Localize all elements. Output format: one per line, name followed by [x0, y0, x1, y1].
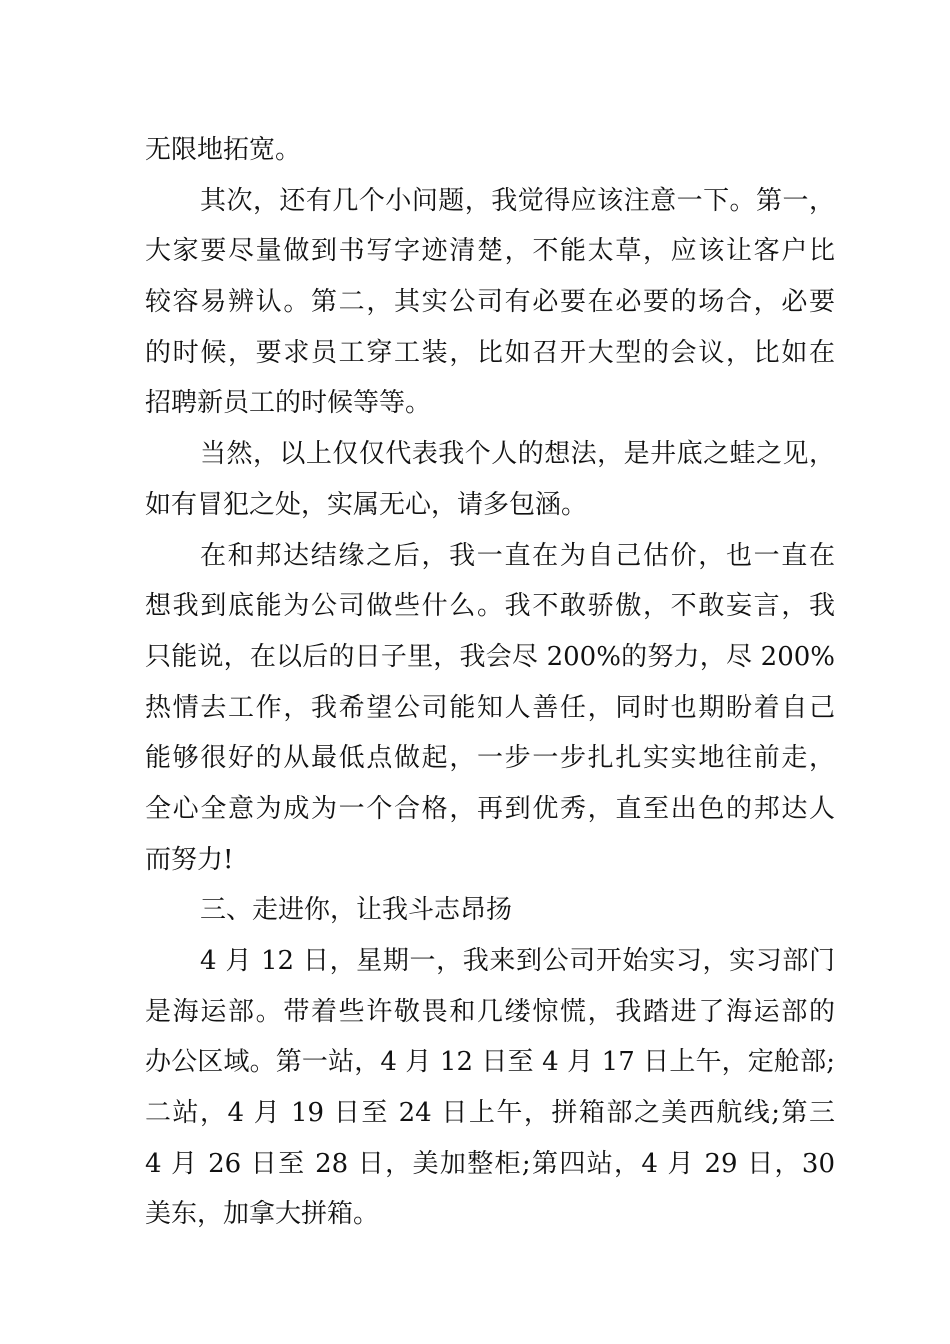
text-line: 二站，4 月 19 日至 24 日上午，拼箱部之美西航线;第三 [145, 1098, 835, 1129]
body-text [145, 125, 835, 1240]
text-line: 4 月 12 日，星期一，我来到公司开始实习，实习部门 [200, 946, 835, 976]
text-line: 美东，加拿大拼箱。 [145, 1199, 380, 1230]
text-line: 能够很好的从最低点做起，一步一步扎扎实实地往前走， [145, 743, 835, 774]
text-line: 想我到底能为公司做些什么。我不敢骄傲，不敢妄言，我 [145, 591, 835, 622]
text-line: 而努力! [145, 844, 234, 875]
text-line: 招聘新员工的时候等等。 [145, 388, 432, 419]
text-line: 热情去工作，我希望公司能知人善任，同时也期盼着自己 [145, 692, 835, 723]
text-line: 办公区域。第一站，4 月 12 日至 4 月 17 日上午，定舱部; [145, 1047, 835, 1078]
section-heading: 三、走进你，让我斗志昂扬 [200, 895, 513, 926]
text-line: 大家要尽量做到书写字迹清楚，不能太草，应该让客户比 [145, 236, 835, 267]
text-line: 当然，以上仅仅代表我个人的想法，是井底之蛙之见， [200, 439, 835, 470]
text-line: 的时候，要求员工穿工装，比如召开大型的会议，比如在 [145, 337, 835, 368]
text-line: 是海运部。带着些许敬畏和几缕惊慌，我踏进了海运部的 [145, 996, 835, 1027]
text-line: 全心全意为成为一个合格，再到优秀，直至出色的邦达人 [145, 793, 835, 824]
text-line: 无限地拓宽。 [145, 135, 302, 165]
text-line: 较容易辨认。第二，其实公司有必要在必要的场合，必要 [145, 287, 835, 318]
text-line: 如有冒犯之处，实属无心，请多包涵。 [145, 489, 588, 520]
text-line: 只能说，在以后的日子里，我会尽 200%的努力，尽 200% [145, 641, 835, 672]
text-line: 4 月 26 日至 28 日，美加整柜;第四站，4 月 29 日，30 [145, 1148, 835, 1179]
text-line: 其次，还有几个小问题，我觉得应该注意一下。第一， [200, 185, 835, 216]
text-line: 在和邦达结缘之后，我一直在为自己估价，也一直在 [200, 540, 835, 571]
